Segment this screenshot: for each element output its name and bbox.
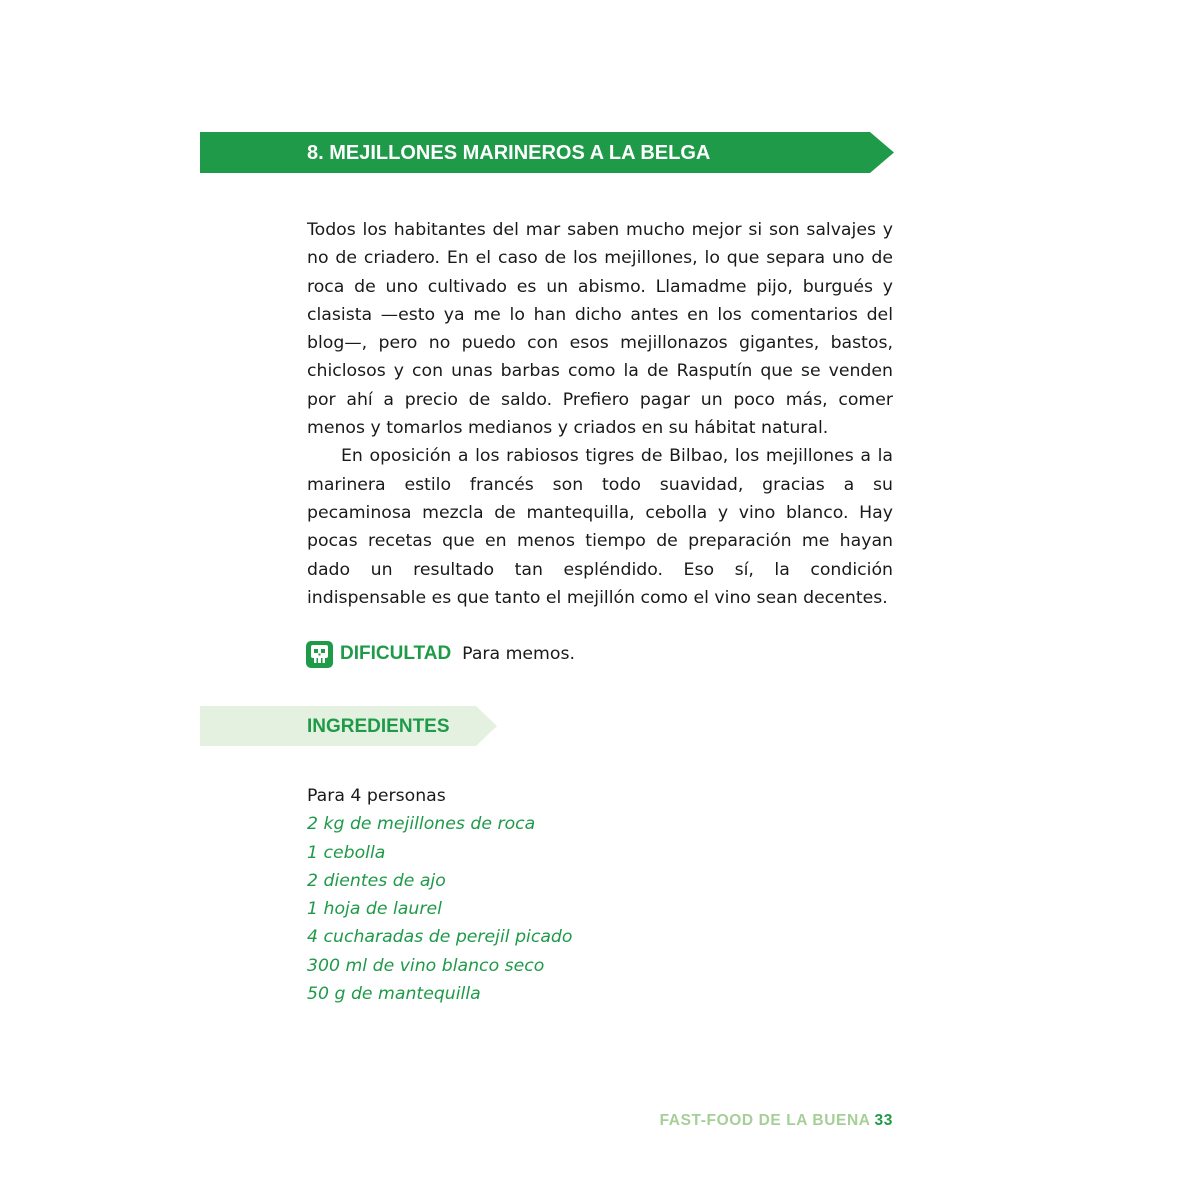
intro-paragraph-1: Todos los habitantes del mar saben mucho mejor si son salvajes y no de criadero. En el caso de los mejillones, lo que separa uno de roca de uno cultivado es un abismo. Llamadme pijo, burgués y clasista —esto ya me lo han dicho antes en los comentarios del blog—, pero no puedo con esos mejillonazos gigantes, bastos, chiclosos y con unas barbas como la de Rasputín que se venden por ahí a precio de saldo. Prefiero pagar un poco más, comer menos y tomarlos medianos y criados en su hábitat natural. bbox=[307, 220, 893, 439]
difficulty-line bbox=[306, 640, 575, 668]
intro-paragraph-2: En oposición a los rabiosos tigres de Bilbao, los mejillones a la marinera estilo francés son todo suavidad, gracias a su pecaminosa mezcla de mantequilla, cebolla y vino blanco. Hay pocas recetas que en menos tiempo de preparación me hayan dado un resultado tan espléndido. Eso sí, la condición indispensable es que tanto el mejillón como el vino sean decentes. bbox=[307, 446, 893, 608]
ingredient-item: 300 ml de vino blanco seco bbox=[307, 955, 545, 976]
ingredient-item: 2 dientes de ajo bbox=[307, 870, 446, 891]
chapter-title: 8. MEJILLONES MARINEROS A LA BELGA bbox=[307, 142, 711, 164]
ingredients-list bbox=[307, 782, 572, 1008]
page-number: 33 bbox=[874, 1112, 893, 1129]
ingredient-item: 4 cucharadas de perejil picado bbox=[307, 927, 573, 948]
difficulty-label: DIFICULTAD bbox=[340, 643, 452, 664]
ingredient-item: 2 kg de mejillones de roca bbox=[307, 814, 536, 835]
ingredient-item: 1 hoja de laurel bbox=[307, 899, 442, 920]
ingredient-item: 1 cebolla bbox=[307, 842, 386, 863]
ingredients-title: INGREDIENTES bbox=[307, 716, 450, 737]
difficulty-value: Para memos. bbox=[462, 644, 575, 664]
page-footer bbox=[660, 1112, 893, 1130]
footer-book-title: FAST-FOOD DE LA BUENA bbox=[659, 1112, 871, 1129]
ingredient-item: 50 g de mantequilla bbox=[307, 984, 481, 1005]
servings-text: Para 4 personas bbox=[307, 786, 446, 806]
intro-text bbox=[307, 216, 893, 612]
skull-icon bbox=[306, 641, 333, 668]
